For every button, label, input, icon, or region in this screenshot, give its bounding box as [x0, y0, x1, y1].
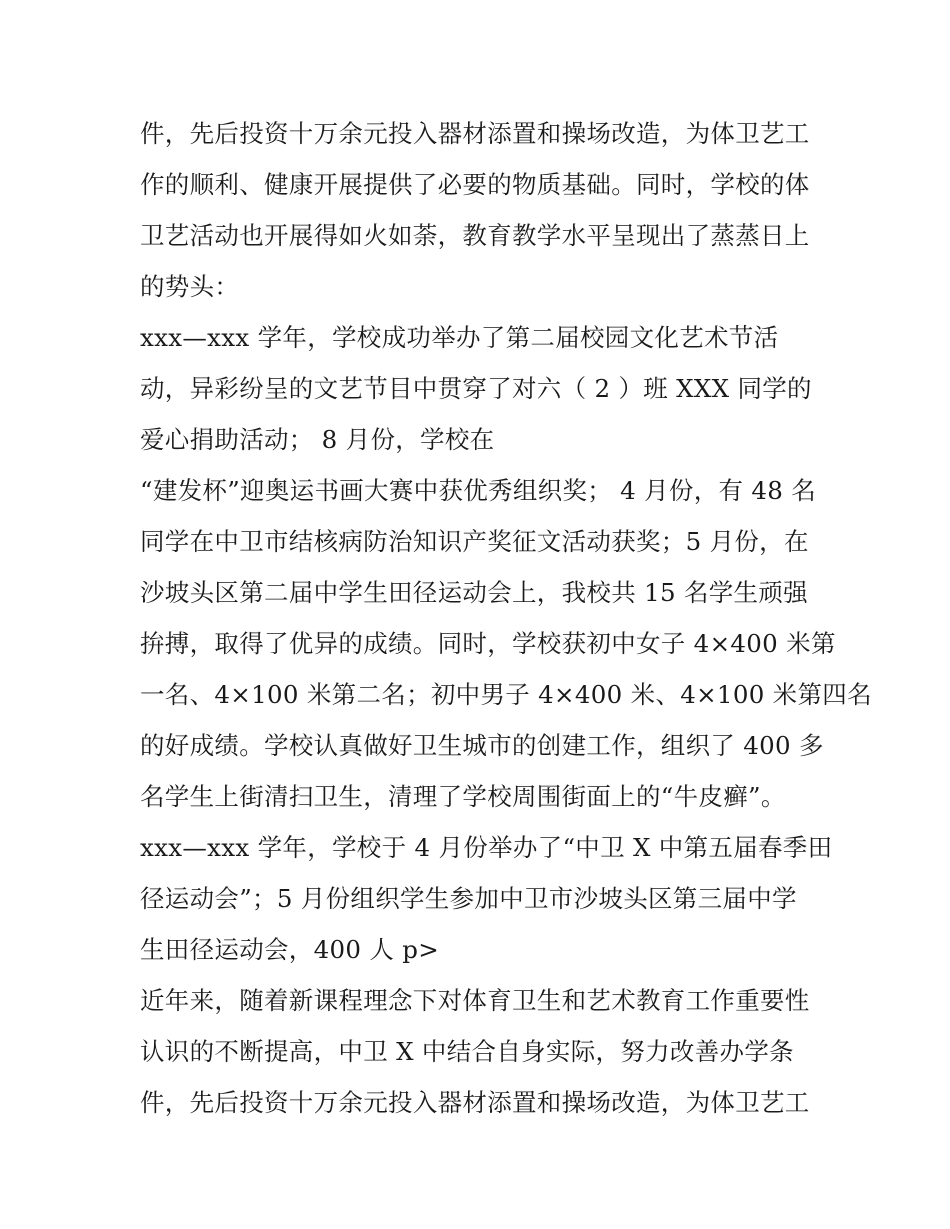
text-line: 件，先后投资十万余元投入器材添置和操场改造，为体卫艺工	[140, 1088, 810, 1117]
text-line: 近年来，随着新课程理念下对体育卫生和艺术教育工作重要性	[140, 986, 810, 1015]
text-line: 的好成绩。学校认真做好卫生城市的创建工作，组织了 400 多	[140, 731, 824, 760]
text-line: 认识的不断提高，中卫 X 中结合自身实际，努力改善办学条	[140, 1037, 794, 1066]
text-line: 爱心捐助活动； 8 月份，学校在	[140, 425, 495, 454]
text-line: 的势头：	[140, 272, 240, 301]
text-line: 生田径运动会，400 人 p>	[140, 935, 440, 964]
text-line: xxx—xxx 学年，学校成功举办了第二届校园文化艺术节活	[140, 323, 779, 352]
text-line: 径运动会”；5 月份组织学生参加中卫市沙坡头区第三届中学	[140, 884, 797, 913]
text-line: 件，先后投资十万余元投入器材添置和操场改造，为体卫艺工	[140, 119, 810, 148]
text-line: 同学在中卫市结核病防治知识产奖征文活动获奖；5 月份，在	[140, 527, 809, 556]
text-line: 拚搏，取得了优异的成绩。同时，学校获初中女子 4×400 米第	[140, 629, 836, 658]
text-line: 作的顺利、健康开展提供了必要的物质基础。同时，学校的体	[140, 170, 810, 199]
text-line: xxx—xxx 学年，学校于 4 月份举办了“中卫 X 中第五届春季田	[140, 833, 833, 862]
text-line: “建发杯”迎奥运书画大赛中获优秀组织奖； 4 月份，有 48 名	[140, 476, 817, 505]
text-line: 名学生上街清扫卫生，清理了学校周围街面上的“牛皮癣”。	[140, 782, 786, 811]
text-line: 沙坡头区第二届中学生田径运动会上，我校共 15 名学生顽强	[140, 578, 808, 607]
document-body	[140, 108, 872, 1128]
text-line: 动，异彩纷呈的文艺节目中贯穿了对六（ 2 ）班 XXX 同学的	[140, 374, 812, 403]
text-line: 一名、4×100 米第二名；初中男子 4×400 米、4×100 米第四名	[140, 680, 872, 709]
text-line: 卫艺活动也开展得如火如荼，教育教学水平呈现出了蒸蒸日上	[140, 221, 810, 250]
